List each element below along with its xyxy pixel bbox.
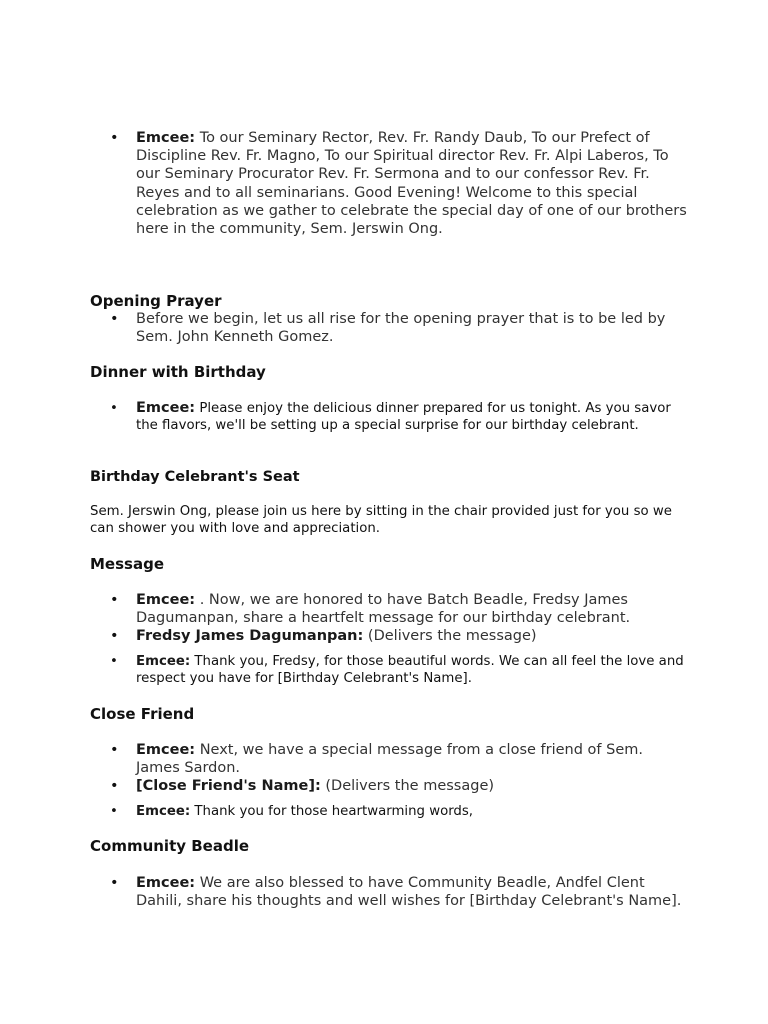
message-text: . Now, we are honored to have Batch Beadle, Fredsy James Dagumanpan, share a heartfelt message for our birthday celebrant. bbox=[136, 592, 631, 627]
close-friend-text: Next, we have a special message from a close friend of Sem. James Sardon. bbox=[136, 742, 643, 777]
speaker-label: Emcee: bbox=[136, 875, 196, 891]
message-text: (Delivers the message) bbox=[367, 628, 537, 645]
speaker-label: Emcee: bbox=[136, 592, 196, 608]
list-item bbox=[90, 129, 690, 238]
seat-text: Sem. Jerswin Ong, please join us here by sitting in the chair provided just for you so we can shower you with love and appreciation. bbox=[90, 504, 672, 536]
close-friend-text: (Delivers the message) bbox=[325, 778, 495, 795]
bullet-icon: • bbox=[110, 401, 118, 416]
intro-text: To our Seminary Rector, Rev. Fr. Randy Daub, To our Prefect of Discipline Rev. Fr. Magno, To our Spiritual director Rev. Fr. Alpi Laberos, To our Seminary Procurator Rev. Fr. Sermona and to our confessor Rev. Fr. Reyes and to all seminarians. Good Evening! Welcome to this special celebration as we gather to celebrate the special day of one of our brothers here in the community, Sem. Jerswin Ong. bbox=[136, 130, 687, 238]
bullet-icon: • bbox=[110, 742, 119, 758]
speaker-label: Emcee: bbox=[136, 653, 191, 669]
bullet-icon: • bbox=[110, 628, 119, 645]
speaker-label: Fredsy James Dagumanpan: bbox=[136, 628, 364, 645]
community-beadle-text: We are also blessed to have Community Beadle, Andfel Clent Dahili, share his thoughts and well wishes for [Birthday Celebrant's Name]. bbox=[136, 875, 682, 910]
close-friend-text: Thank you for those heartwarming words, bbox=[194, 803, 474, 819]
message-text: Thank you, Fredsy, for those beautiful words. We can all feel the love and respect you have for [Birthday Celebrant's Name]. bbox=[136, 653, 684, 686]
message-section bbox=[90, 591, 690, 687]
speaker-label: Emcee: bbox=[136, 742, 196, 758]
bullet-icon: • bbox=[110, 130, 119, 146]
bullet-icon: • bbox=[110, 653, 118, 669]
list-item bbox=[90, 627, 690, 645]
dinner-section bbox=[90, 400, 690, 434]
bullet-icon: • bbox=[110, 592, 119, 608]
seat-heading: Birthday Celebrant's Seat bbox=[90, 469, 300, 485]
bullet-icon: • bbox=[110, 311, 119, 327]
list-item bbox=[90, 591, 690, 627]
opening-prayer-section bbox=[90, 310, 690, 346]
community-beadle-section bbox=[90, 874, 690, 910]
bullet-icon: • bbox=[110, 875, 119, 891]
dinner-heading: Dinner with Birthday bbox=[90, 363, 266, 381]
close-friend-heading: Close Friend bbox=[90, 705, 195, 723]
speaker-label: Emcee: bbox=[136, 803, 191, 819]
opening-prayer-heading: Opening Prayer bbox=[90, 292, 222, 310]
list-item bbox=[90, 777, 690, 795]
opening-prayer-text: Before we begin, let us all rise for the opening prayer that is to be led by Sem. John Kenneth Gomez. bbox=[136, 311, 666, 346]
bullet-icon: • bbox=[110, 778, 119, 795]
speaker-label: Emcee: bbox=[136, 130, 196, 146]
intro-section bbox=[90, 129, 690, 238]
list-item bbox=[90, 310, 690, 346]
list-item bbox=[90, 400, 690, 434]
community-beadle-heading: Community Beadle bbox=[90, 837, 250, 855]
list-item bbox=[90, 803, 690, 820]
close-friend-section bbox=[90, 741, 690, 820]
bullet-icon: • bbox=[110, 803, 118, 819]
list-item bbox=[90, 874, 690, 910]
list-item bbox=[90, 741, 690, 777]
list-item bbox=[90, 653, 690, 687]
message-heading: Message bbox=[90, 555, 164, 573]
speaker-label: Emcee: bbox=[136, 400, 196, 416]
speaker-label: [Close Friend's Name]: bbox=[136, 778, 321, 795]
dinner-text: Please enjoy the delicious dinner prepared for us tonight. As you savor the flavors, we'll be setting up a special surprise for our birthday celebrant. bbox=[136, 401, 671, 433]
